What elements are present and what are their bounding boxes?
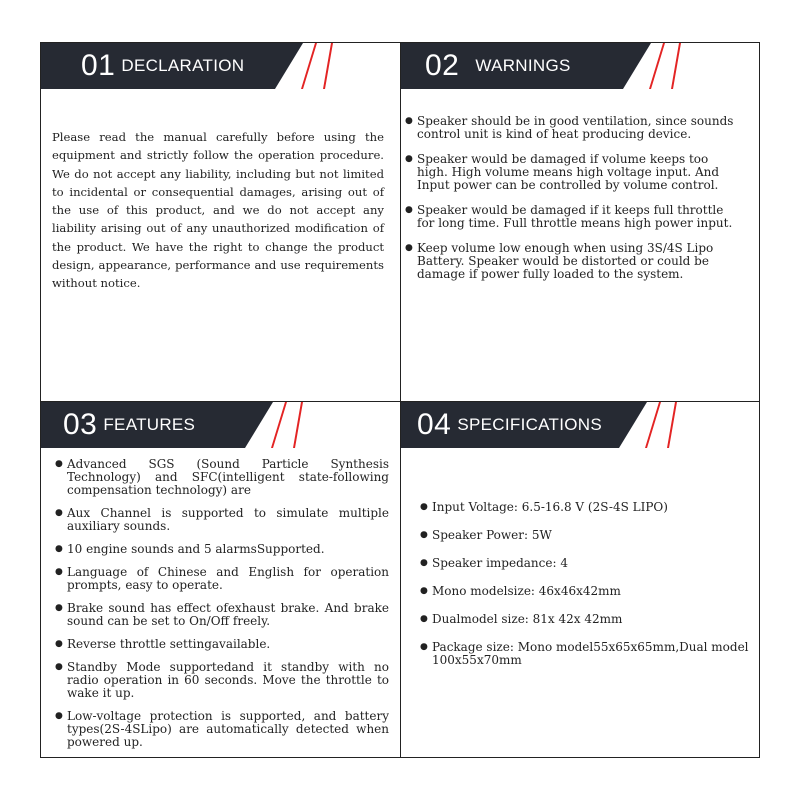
- grid-divider-vertical: [400, 42, 401, 758]
- warning-item: ● Speaker should be in good ventilation, since sounds control unit is kind of heat producing device.: [405, 115, 737, 141]
- feature-item: ● Reverse throttle settingavailable.: [55, 638, 389, 651]
- spec-item: ● Mono modelsize: 46x46x42mm: [420, 585, 752, 598]
- warning-item: ● Keep volume low enough when using 3S/4S Lipo Battery. Speaker would be distorted or could be damage if power fully loaded to the system.: [405, 242, 737, 281]
- declaration-number: 01: [81, 49, 116, 82]
- warnings-title: WARNINGS: [475, 56, 571, 75]
- warnings-list: [405, 115, 737, 293]
- feature-item: ● Aux Channel is supported to simulate multiple auxiliary sounds.: [55, 507, 389, 533]
- features-title: FEATURES: [103, 415, 196, 434]
- warning-item: ● Speaker would be damaged if volume keeps too high. High volume means high voltage input. And Input power can be controlled by volume control.: [405, 153, 737, 192]
- features-number: 03: [63, 408, 98, 441]
- feature-item: ● Language of Chinese and English for operation prompts, easy to operate.: [55, 566, 389, 592]
- specifications-banner: [401, 402, 701, 448]
- features-banner: [41, 402, 341, 448]
- feature-item: ● Low-voltage protection is supported, and battery types(2S-4SLipo) are automatically detected when powered up.: [55, 710, 389, 749]
- warnings-number: 02: [425, 49, 460, 82]
- spec-item: ● Dualmodel size: 81x 42x 42mm: [420, 613, 752, 626]
- spec-item: ● Package size: Mono model55x65x65mm,Dual model 100x55x70mm: [420, 641, 752, 667]
- warnings-banner: [401, 43, 701, 89]
- features-list: [55, 458, 389, 759]
- feature-item: ● 10 engine sounds and 5 alarmsSupported.: [55, 543, 389, 556]
- specifications-title: SPECIFICATIONS: [457, 415, 602, 434]
- feature-item: ● Standby Mode supportedand it standby with no radio operation in 60 seconds. Move the throttle to wake it up.: [55, 661, 389, 700]
- feature-item: ● Brake sound has effect ofexhaust brake. And brake sound can be set to On/Off freely.: [55, 602, 389, 628]
- spec-item: ● Input Voltage: 6.5-16.8 V (2S-4S LIPO): [420, 501, 752, 514]
- declaration-text: Please read the manual carefully before using the equipment and strictly follow the operation procedure. We do not accept any liability, including but not limited to incidental or consequential damages, arising out of the use of this product, and we do not accept any liability arising out of any unauthorized modification of the product. We have the right to change the product design, appearance, performance and use requirements without notice.: [52, 130, 384, 291]
- specifications-list: [420, 501, 752, 682]
- feature-item: ● Advanced SGS (Sound Particle Synthesis Technology) and SFC(intelligent state-following compensation technology) are: [55, 458, 389, 497]
- warning-item: ● Speaker would be damaged if it keeps full throttle for long time. Full throttle means high power input.: [405, 204, 737, 230]
- spec-item: ● Speaker impedance: 4: [420, 557, 752, 570]
- declaration-banner: [41, 43, 341, 89]
- spec-item: ● Speaker Power: 5W: [420, 529, 752, 542]
- specifications-number: 04: [417, 408, 452, 441]
- declaration-title: DECLARATION: [121, 56, 245, 75]
